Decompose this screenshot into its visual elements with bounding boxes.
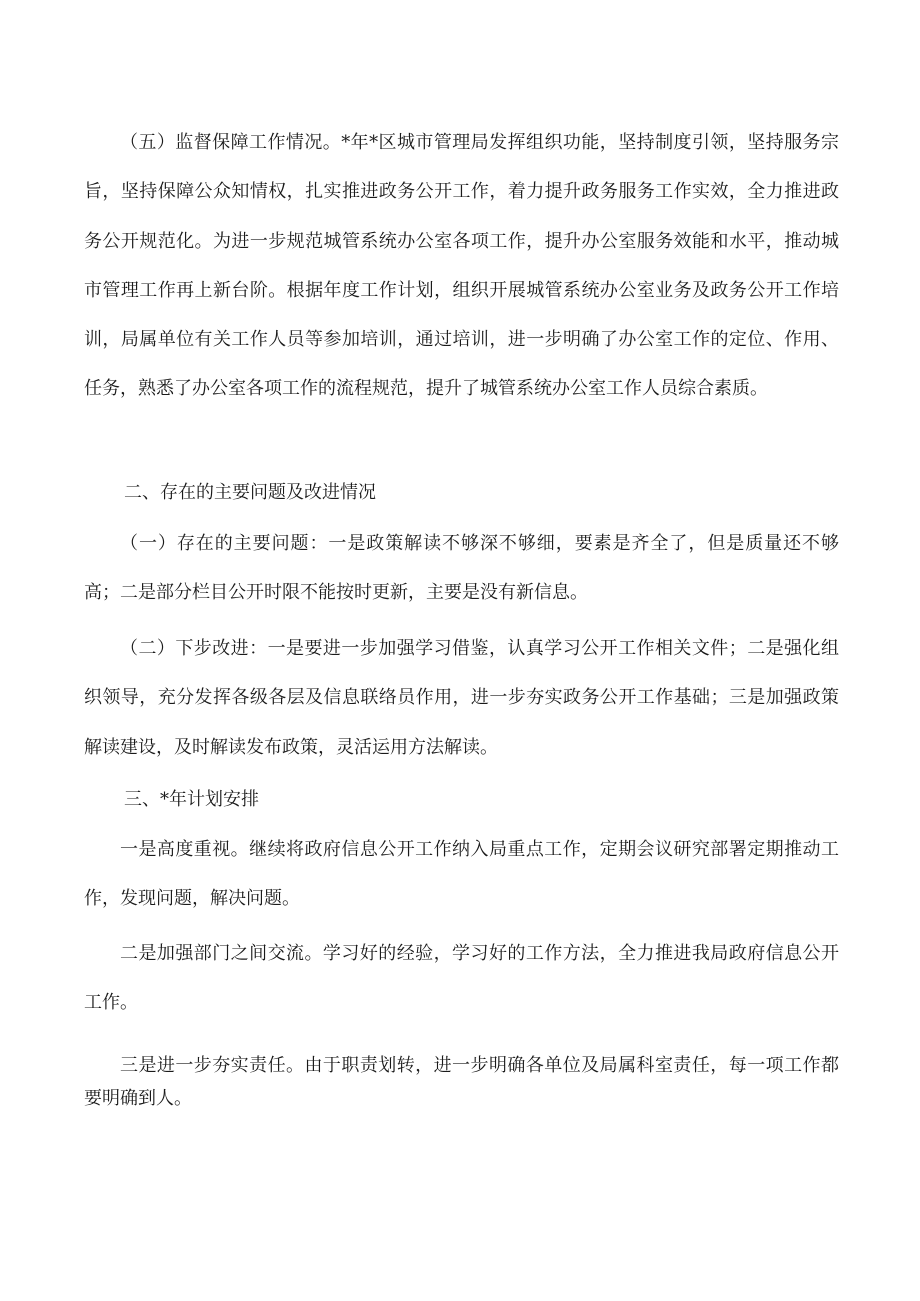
paragraph-plan-2: 二是加强部门之间交流。学习好的经验，学习好的工作方法，全力推进我局政府信息公开工作。 (84, 943, 839, 1014)
paragraph-plan-3: 三是进一步夯实责任。由于职责划转，进一步明确各单位及局属科室责任，每一项工作都要明确到人。 (84, 1055, 839, 1109)
paragraph-improvement: （二）下步改进：一是要进一步加强学习借鉴，认真学习公开工作相关文件；二是强化组织领导，充分发挥各级各层及信息联络员作用，进一步夯实政务公开工作基础；三是加强政策解读建设，及时解读发布政策，灵活运用方法解读。 (84, 638, 839, 758)
paragraph-plan-1: 一是高度重视。继续将政府信息公开工作纳入局重点工作，定期会议研究部署定期推动工作，发现问题，解决问题。 (84, 839, 839, 910)
paragraph-supervision: （五）监督保障工作情况。*年*区城市管理局发挥组织功能，坚持制度引领，坚持服务宗旨，坚持保障公众知情权，扎实推进政务公开工作，着力提升政务服务工作实效，全力推进政务公开规范化。为进一步规范城管系统办公室各项工作，提升办公室服务效能和水平，推动城市管理工作再上新台阶。根据年度工作计划，组织开展城管系统办公室业务及政务公开工作培训，局属单位有关工作人员等参加培训，通过培训，进一步明确了办公室工作的定位、作用、任务，熟悉了办公室各项工作的流程规范，提升了城管系统办公室工作人员综合素质。 (84, 132, 839, 400)
section-heading-plan: 三、*年计划安排 (124, 789, 259, 810)
paragraph-problems: （一）存在的主要问题：一是政策解读不够深不够细，要素是齐全了，但是质量还不够高；二是部分栏目公开时限不能按时更新，主要是没有新信息。 (84, 533, 839, 604)
section-heading-problems: 二、存在的主要问题及改进情况 (124, 482, 376, 503)
